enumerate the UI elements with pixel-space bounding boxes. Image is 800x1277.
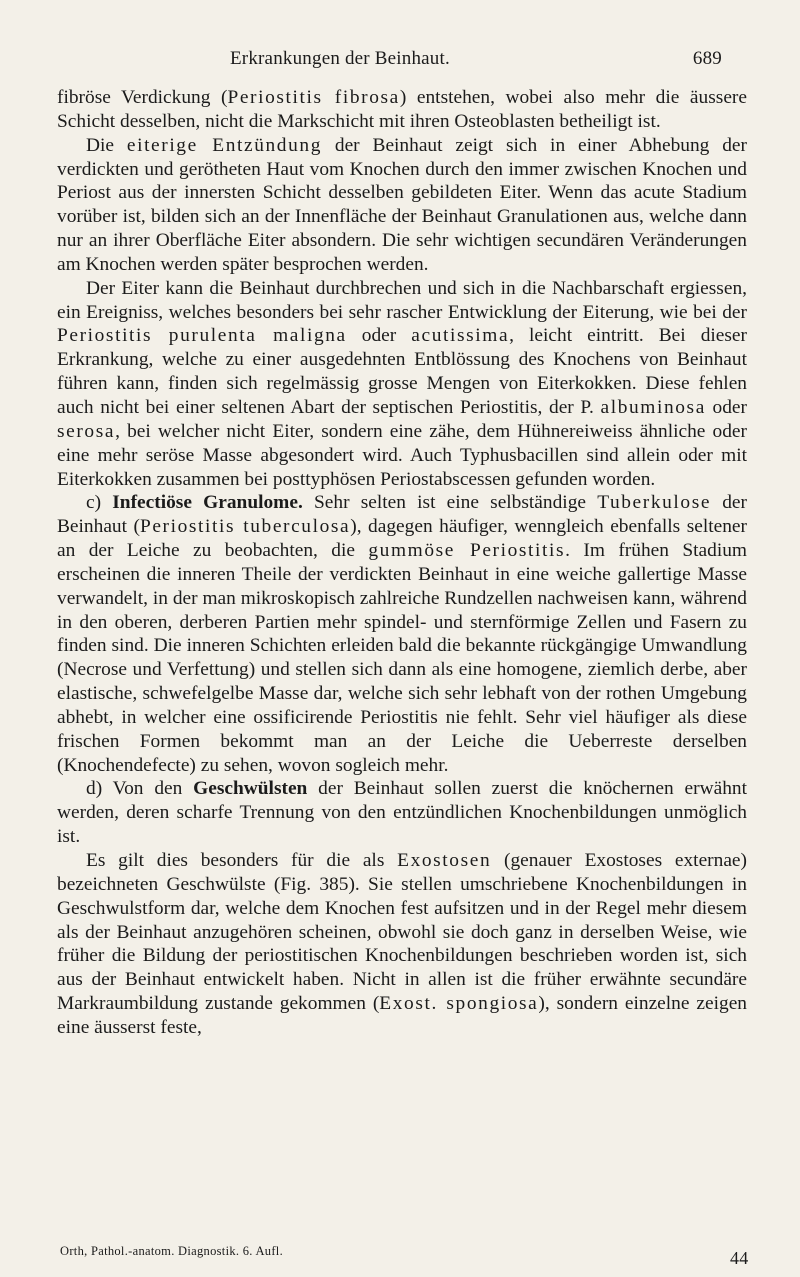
footer-imprint: Orth, Pathol.-anatom. Diagnostik. 6. Aufl. [60, 1244, 283, 1258]
text-run: oder [346, 325, 412, 347]
spaced-emphasis: Periostitis fibrosa [227, 87, 400, 108]
text-run: c) [86, 492, 113, 514]
text-run: der Beinhaut zeigt sich in einer Abhebung der verdickten und gerötheten Haut vom Knochen durch den immer zwischen Knochen und Periost aus der innersten Schicht desselben gebildeten Eiter. Wenn das acute Stadium vorüber ist, bilden sich an der Innenfläche der Beinhaut Granulationen aus, welche dann nur an ihrer Oberfläche Eiter absondern. Die sehr wichtigen secundären Veränderungen am Knochen werden später besprochen werden. [57, 134, 747, 275]
text-run: ), dagegen häufiger, wenngleich ebenfalls seltener an der Leiche zu beobachten, die [57, 516, 747, 562]
spaced-emphasis: Periostitis tuberculosa [139, 516, 351, 538]
text-run: Die [86, 134, 127, 156]
body-text [57, 86, 747, 1040]
bold-heading: Geschwülsten [193, 778, 308, 800]
footer [60, 1244, 760, 1268]
text-run: , leicht eintritt. Bei dieser Erkrankung, welche zu einer ausgedehnten Entblössung des Knochens von Beinhaut führen kann, finden sich regelmässig grosse Mengen von Eiterkokken. Diese fehlen auch nicht bei einer seltenen Abart der septischen Periostitis, der P. [57, 325, 748, 418]
text-run: (genauer Exostoses externae) bezeichneten Geschwülste (Fig. 385). Sie stellen umschriebene Knochenbildungen in Geschwulstform dar, welche dem Knochen fest aufsitzen und in der Regel mehr diesem als der Beinhaut anzugehören scheinen, obwohl sie doch ganz in derselben Weise, wie früher die Bildung der periostitischen Knochenbildungen beschrieben worden ist, sich aus der Beinhaut entwickelt haben. Nicht in allen ist die früher erwähnte secundäre Markraumbildung zustande gekommen ( [57, 850, 747, 1015]
text-run: . Im frühen Stadium erscheinen die inneren Theile der verdickten Beinhaut in eine weiche gallertige Masse verwandelt, in der man mikroskopisch zahlreiche Rundzellen nachweisen kann, während in den oberen, derberen Partien mehr spindel- und sternförmige Zellen und Fasern zu finden sind. Die inneren Schichten erleiden bald die bekannte rückgängige Umwandlung (Necrose und Verfettung) und stellen sich dann als eine homogene, ziemlich derbe, aber elastische, schwefelgelbe Masse dar, welche sich sehr lebhaft von der rothen Umgebung abhebt, in welcher eine ossificirende Periostitis nie fehlt. Sehr viel häufiger als diese frischen Formen bekommt man an der Leiche die Ueberreste derselben (Knochendefecte) zu sehen, wovon sogleich mehr. [57, 540, 747, 776]
spaced-emphasis: eiterige Entzündung [126, 134, 322, 156]
spaced-emphasis: Exostosen [397, 850, 492, 871]
text-run: fibröse Verdickung ( [57, 87, 228, 108]
spaced-emphasis: albuminosa [600, 396, 706, 418]
spaced-emphasis: Periostitis purulenta maligna [57, 325, 347, 347]
text-run: ), sondern einzelne zeigen eine äusserst feste, [57, 993, 747, 1038]
spaced-emphasis: serosa [57, 420, 116, 442]
page-number: 689 [692, 48, 722, 69]
text-run: ) entstehen, wobei also mehr die äussere Schicht desselben, nicht die Markschicht mit ihren Osteoblasten betheiligt ist. [57, 87, 747, 132]
text-run: der Beinhaut sollen zuerst die knöchernen erwähnt werden, deren scharfe Trennung von den entzündlichen Knochenbildungen unmöglich ist. [57, 778, 747, 848]
paragraph [57, 277, 747, 492]
paragraph [57, 491, 747, 777]
spaced-emphasis: Exost. spongiosa [379, 993, 539, 1015]
text-run: oder [705, 396, 747, 418]
running-head-title: Erkrankungen der Beinhaut. [230, 48, 450, 69]
paragraph [57, 86, 747, 134]
text-run: , bei welcher nicht Eiter, sondern eine zähe, dem Hühnereiweiss ähnliche oder eine mehr seröse Masse abgesondert wird. Auch Typhusbacillen sind allein oder mit Eiterkokken zusammen bei posttyphösen Periostabscessen gefunden worden. [57, 420, 747, 490]
text-run: Es gilt dies besonders für die als [86, 850, 398, 871]
paragraph [57, 849, 747, 1040]
text-run: Der Eiter kann die Beinhaut durchbrechen und sich in die Nachbarschaft ergiessen, ein Ereigniss, welches besonders bei sehr rascher Entwicklung der Eiterung, wie bei der [57, 277, 747, 323]
text-run: der Beinhaut ( [57, 492, 747, 538]
bold-heading: Infectiöse Granulome. [112, 492, 303, 514]
signature-mark: 44 [730, 1248, 749, 1268]
spaced-emphasis: Tuberkulose [597, 492, 712, 514]
paragraph [57, 134, 747, 277]
paragraph [57, 777, 747, 849]
spaced-emphasis: gummöse Periostitis [368, 540, 566, 562]
spaced-emphasis: acutissima [411, 325, 510, 347]
text-run: d) Von den [86, 778, 194, 800]
text-run: Sehr selten ist eine selbständige [302, 492, 598, 514]
